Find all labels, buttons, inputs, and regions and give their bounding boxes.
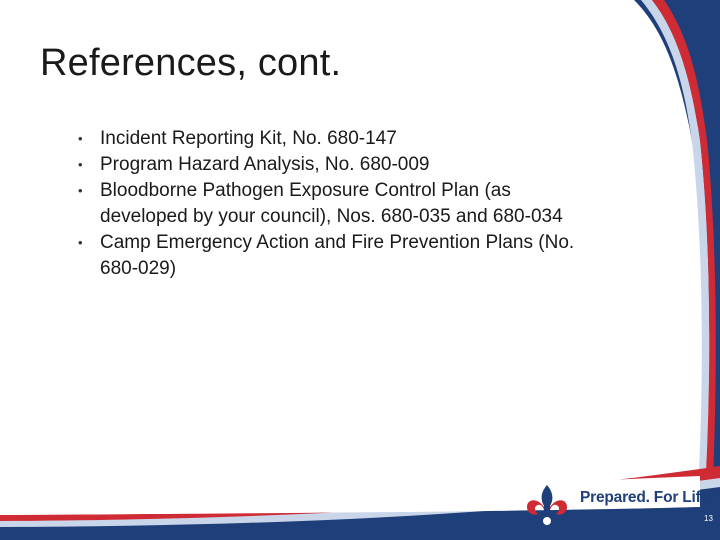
slide-title: References, cont. [40, 42, 342, 84]
bullet-mark: • [78, 131, 83, 146]
bullet-text: Bloodborne Pathogen Exposure Control Plan (as developed by your council), Nos. 680-035 and 680-034 [100, 180, 563, 227]
bullet-mark: • [78, 235, 83, 250]
list-item [78, 126, 578, 152]
list-item [78, 152, 578, 178]
bullet-text: Incident Reporting Kit, No. 680-147 [100, 128, 397, 149]
list-item [78, 230, 578, 282]
bullet-mark: • [78, 183, 83, 198]
page-number: 13 [704, 514, 713, 523]
bullet-text: Camp Emergency Action and Fire Prevention Plans (No. 680-029) [100, 232, 575, 279]
bullet-mark: • [78, 157, 83, 172]
registered-mark: ® [713, 488, 719, 497]
bullet-text: Program Hazard Analysis, No. 680-009 [100, 154, 430, 175]
tagline [580, 489, 719, 507]
tagline-text: Prepared. For Life. [580, 489, 714, 506]
bullet-list [78, 126, 578, 282]
list-item [78, 178, 578, 230]
fleur-de-lis-icon [523, 483, 571, 531]
